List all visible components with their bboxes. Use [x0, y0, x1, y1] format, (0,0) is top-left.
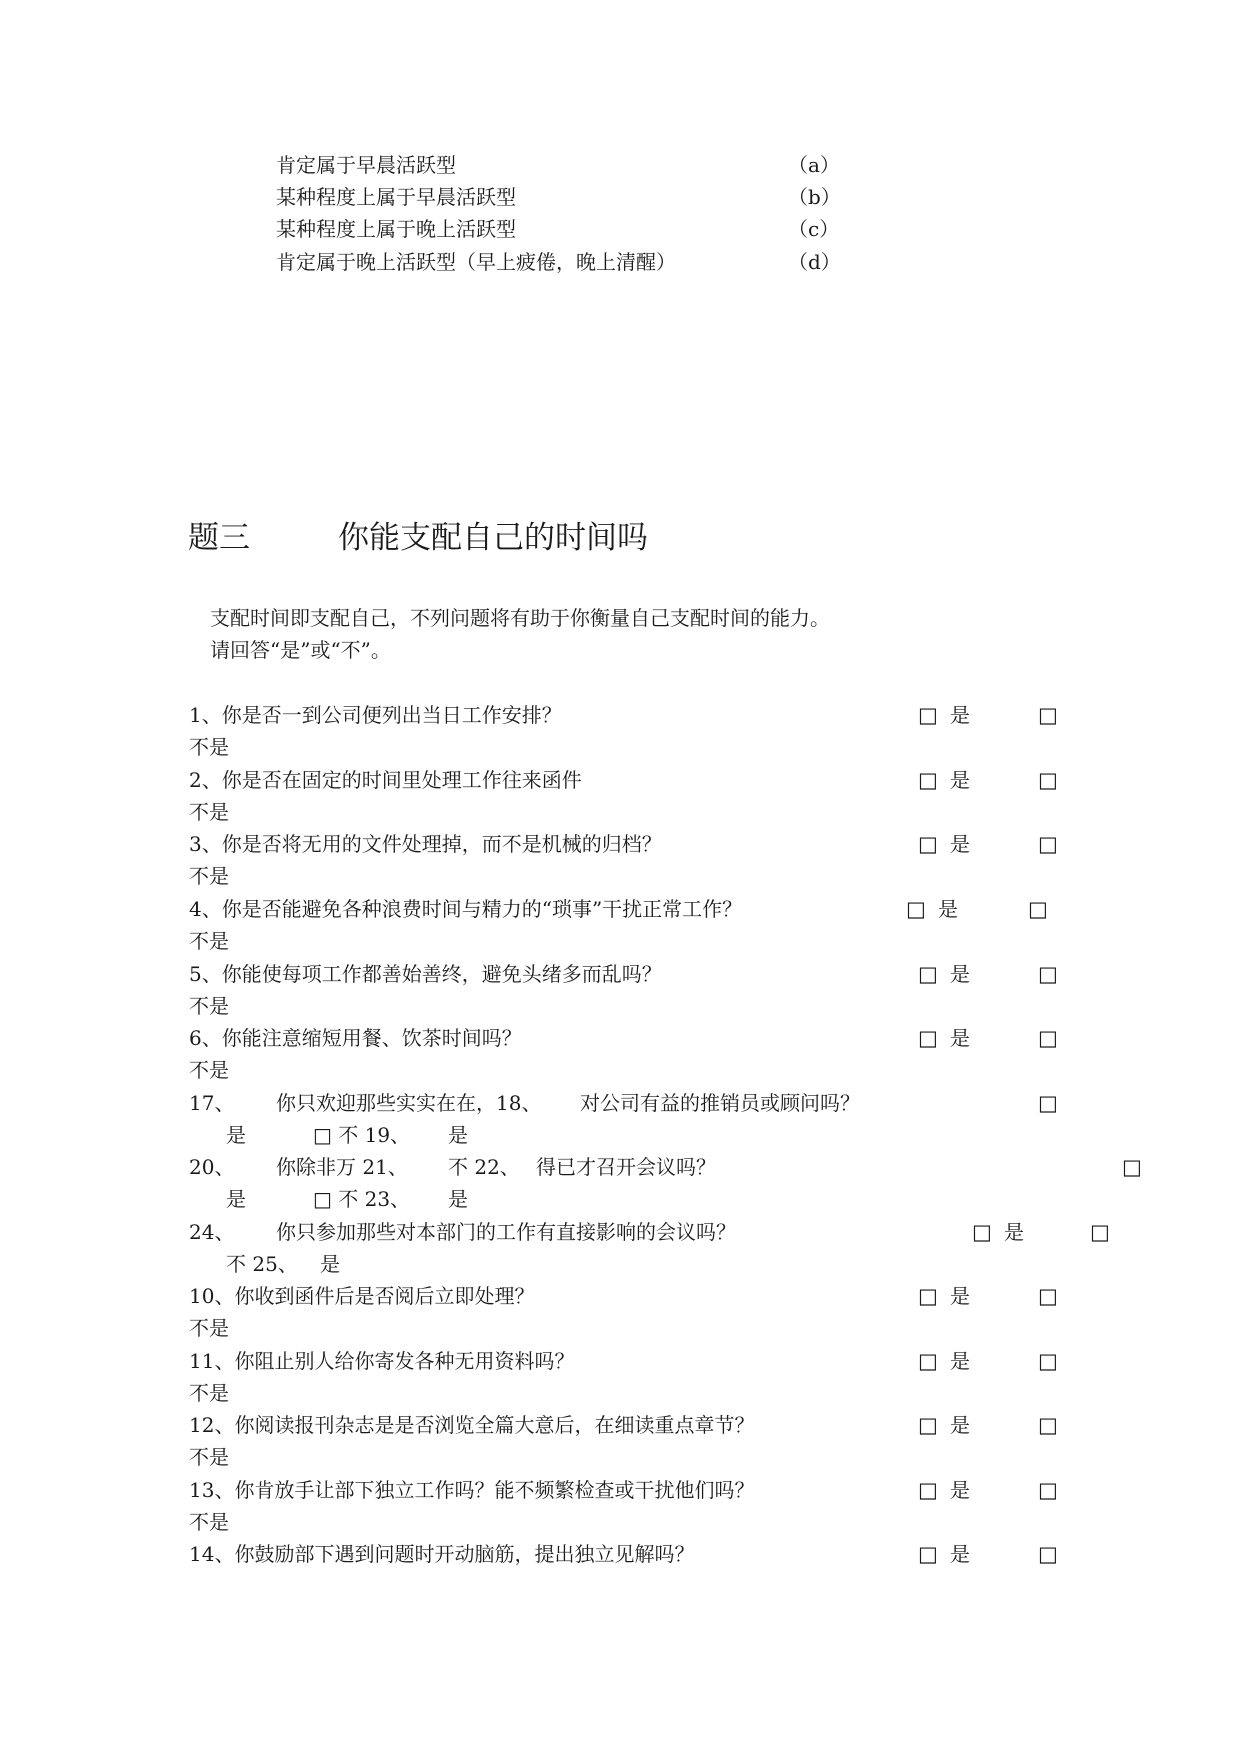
yes-label-2: 是: [320, 1252, 340, 1276]
no-label: 不是: [189, 1058, 229, 1082]
yes-checkbox[interactable]: □: [918, 1478, 938, 1502]
yes-checkbox[interactable]: □: [918, 962, 938, 986]
no-label-number: □ 不 19、: [313, 1123, 411, 1147]
yes-checkbox[interactable]: □: [906, 897, 926, 921]
intro-line-2: 请回答“是”或“不”。: [210, 638, 391, 662]
no-checkbox[interactable]: □: [1090, 1220, 1110, 1244]
yes-label: 是: [226, 1123, 246, 1147]
yes-label: 是: [226, 1187, 246, 1211]
question-text: 13、你肯放手让部下独立工作吗？能不频繁检查或干扰他们吗？: [189, 1478, 755, 1502]
option-a-text: 肯定属于早晨活跃型: [276, 153, 456, 177]
no-label: 不是: [189, 1381, 229, 1405]
option-d-text: 肯定属于晚上活跃型（早上疲倦，晚上清醒）: [276, 250, 676, 274]
yes-label: 是: [950, 1026, 970, 1050]
yes-checkbox[interactable]: □: [918, 1542, 938, 1566]
yes-checkbox[interactable]: □: [972, 1220, 992, 1244]
no-checkbox[interactable]: □: [1038, 1349, 1058, 1373]
question-text-b: 不 22、: [448, 1155, 520, 1179]
yes-checkbox[interactable]: □: [918, 1284, 938, 1308]
yes-checkbox[interactable]: □: [918, 1413, 938, 1437]
question-text-c: 得已才召开会议吗？: [536, 1155, 716, 1179]
option-b-label: （b）: [788, 185, 841, 209]
no-label-number: □ 不 23、: [313, 1187, 411, 1211]
question-text: 14、你鼓励部下遇到问题时开动脑筋，提出独立见解吗？: [189, 1542, 695, 1566]
yes-label-2: 是: [448, 1187, 468, 1211]
no-label: 不是: [189, 994, 229, 1018]
no-label: 不是: [189, 800, 229, 824]
question-text-cont: 对公司有益的推销员或顾问吗？: [580, 1091, 860, 1115]
yes-label: 是: [950, 1349, 970, 1373]
no-label: 不是: [189, 735, 229, 759]
no-checkbox[interactable]: □: [1038, 1026, 1058, 1050]
checkbox[interactable]: □: [1038, 1091, 1058, 1115]
no-checkbox[interactable]: □: [1038, 1284, 1058, 1308]
section-title: 你能支配自己的时间吗: [338, 520, 648, 556]
yes-label: 是: [950, 1542, 970, 1566]
question-text: 11、你阻止别人给你寄发各种无用资料吗？: [189, 1349, 575, 1373]
question-number: 20、: [189, 1155, 235, 1179]
no-checkbox[interactable]: □: [1038, 703, 1058, 727]
question-text: 5、你能使每项工作都善始善终，避免头绪多而乱吗？: [189, 962, 662, 986]
no-label: 不是: [189, 1316, 229, 1340]
yes-label: 是: [950, 1284, 970, 1308]
yes-checkbox[interactable]: □: [918, 1026, 938, 1050]
option-a-label: （a）: [788, 153, 840, 177]
no-checkbox[interactable]: □: [1038, 962, 1058, 986]
question-text: 4、你是否能避免各种浪费时间与精力的“琐事”干扰正常工作？: [189, 897, 743, 921]
yes-label: 是: [950, 962, 970, 986]
checkbox[interactable]: □: [1122, 1155, 1142, 1179]
option-c-text: 某种程度上属于晚上活跃型: [276, 217, 516, 241]
no-checkbox[interactable]: □: [1038, 1478, 1058, 1502]
no-checkbox[interactable]: □: [1028, 897, 1048, 921]
yes-label: 是: [1004, 1220, 1024, 1244]
yes-checkbox[interactable]: □: [918, 832, 938, 856]
yes-label: 是: [950, 832, 970, 856]
intro-line-1: 支配时间即支配自己，不列问题将有助于你衡量自己支配时间的能力。: [210, 606, 830, 630]
question-text: 3、你是否将无用的文件处理掉，而不是机械的归档？: [189, 832, 662, 856]
question-text: 1、你是否一到公司便列出当日工作安排？: [189, 703, 562, 727]
no-label: 不是: [189, 864, 229, 888]
option-b-text: 某种程度上属于早晨活跃型: [276, 185, 516, 209]
no-label: 不是: [189, 1510, 229, 1534]
yes-label: 是: [950, 1478, 970, 1502]
yes-label: 是: [950, 768, 970, 792]
no-label: 不是: [189, 929, 229, 953]
no-checkbox[interactable]: □: [1038, 768, 1058, 792]
question-number: 24、: [189, 1220, 235, 1244]
yes-label-2: 是: [448, 1123, 468, 1147]
yes-checkbox[interactable]: □: [918, 703, 938, 727]
question-text: 12、你阅读报刊杂志是是否浏览全篇大意后，在细读重点章节？: [189, 1413, 755, 1437]
option-c-label: （c）: [788, 217, 840, 241]
yes-checkbox[interactable]: □: [918, 1349, 938, 1373]
question-text: 你只欢迎那些实实在在，18、: [276, 1091, 542, 1115]
no-label: 不是: [189, 1445, 229, 1469]
yes-label: 是: [938, 897, 958, 921]
question-text: 6、你能注意缩短用餐、饮茶时间吗？: [189, 1026, 522, 1050]
no-checkbox[interactable]: □: [1038, 832, 1058, 856]
question-text: 你只参加那些对本部门的工作有直接影响的会议吗？: [276, 1220, 736, 1244]
option-d-label: （d）: [788, 250, 841, 274]
no-checkbox[interactable]: □: [1038, 1542, 1058, 1566]
no-checkbox[interactable]: □: [1038, 1413, 1058, 1437]
yes-checkbox[interactable]: □: [918, 768, 938, 792]
section-number: 题三: [188, 520, 250, 556]
no-label-number: 不 25、: [226, 1252, 298, 1276]
yes-label: 是: [950, 1413, 970, 1437]
question-text: 10、你收到函件后是否阅后立即处理？: [189, 1284, 535, 1308]
yes-label: 是: [950, 703, 970, 727]
question-text: 2、你是否在固定的时间里处理工作往来函件: [189, 768, 582, 792]
question-text: 你除非万 21、: [276, 1155, 408, 1179]
question-number: 17、: [189, 1091, 235, 1115]
